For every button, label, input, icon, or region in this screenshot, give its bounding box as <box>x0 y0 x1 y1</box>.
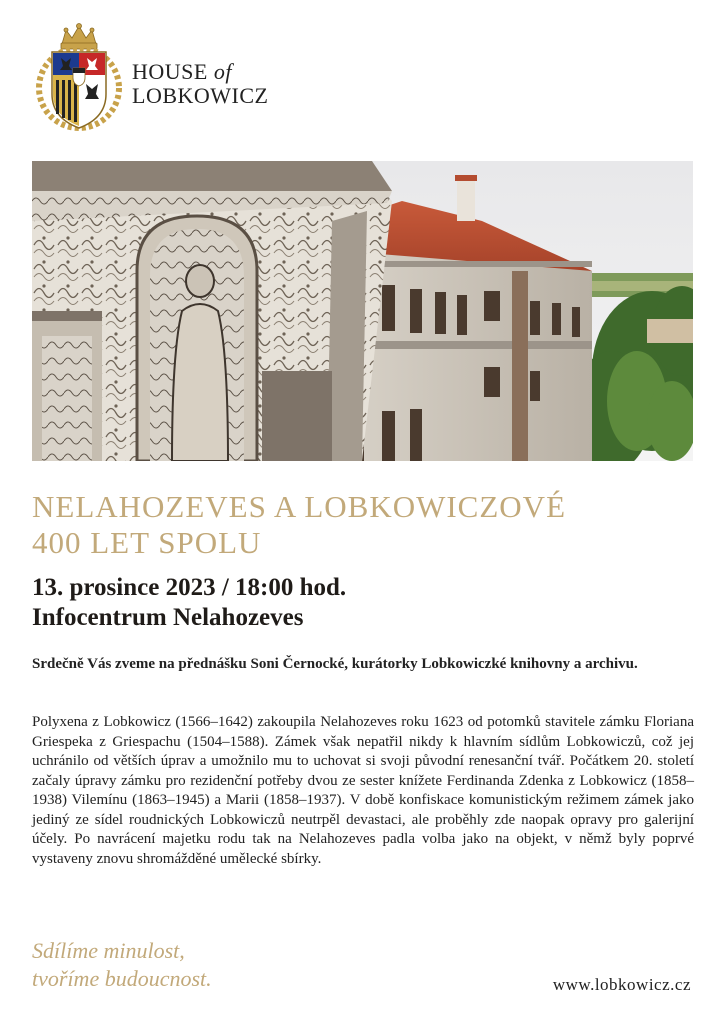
invitation-text: Srdečně Vás zveme na přednášku Soni Černocké, kurátorky Lobkowiczké knihovny a archivu. <box>32 656 638 672</box>
event-venue: Infocentrum Nelahozeves <box>32 604 304 631</box>
event-title <box>32 489 702 561</box>
coat-of-arms-logo <box>34 22 124 134</box>
event-details <box>32 573 346 633</box>
crest-icon <box>34 22 124 134</box>
castle-image <box>32 161 693 461</box>
description-text: Polyxena z Lobkowicz (1566–1642) zakoupila Nelahozeves roku 1623 od potomků stavitele zámku Floriana Griespeka z Griespachu (1504–1588). Zámek však nepatřil nikdy k hlavním sídlům Lobkowiczů, což jej uchránilo od větších úprav a umožnilo mu to uchovat si svoji původní renesanční tvář. Počátkem 20. století začaly úpravy zámku pro rezidenční potřeby dvou ze sester knížete Ferdinanda Zdenka z Lobkowicz (1858–1938) Vilemínu (1863–1945) a Marii (1858–1937). V době konfiskace komunistickým režimem zámek jako jediný ze sídel roudnických Lobkowiczů neutrpěl devastaci, ale proběhly zde naopak opravy pro galerijní účely. Po navrácení majetku rodu tak na Nelahozeves padla volba jako na objekt, v němž byly poprvé vystaveny znovu shromážděné umělecké sbírky. <box>32 714 694 867</box>
event-title-line2: 400 LET SPOLU <box>32 525 262 560</box>
motto <box>32 937 212 993</box>
brand-name <box>132 60 268 108</box>
event-title-line1: NELAHOZEVES A LOBKOWICZOVÉ <box>32 489 567 524</box>
brand-line1: HOUSE <box>132 59 208 84</box>
motto-line2: tvoříme budoucnost. <box>32 966 212 991</box>
brand-of: of <box>213 59 232 84</box>
hero-photo <box>32 161 693 461</box>
event-datetime: 13. prosince 2023 / 18:00 hod. <box>32 574 347 601</box>
brand-line2: LOBKOWICZ <box>132 83 269 108</box>
website-link[interactable]: www.lobkowicz.cz <box>552 975 691 994</box>
motto-line1: Sdílíme minulost, <box>32 938 185 963</box>
